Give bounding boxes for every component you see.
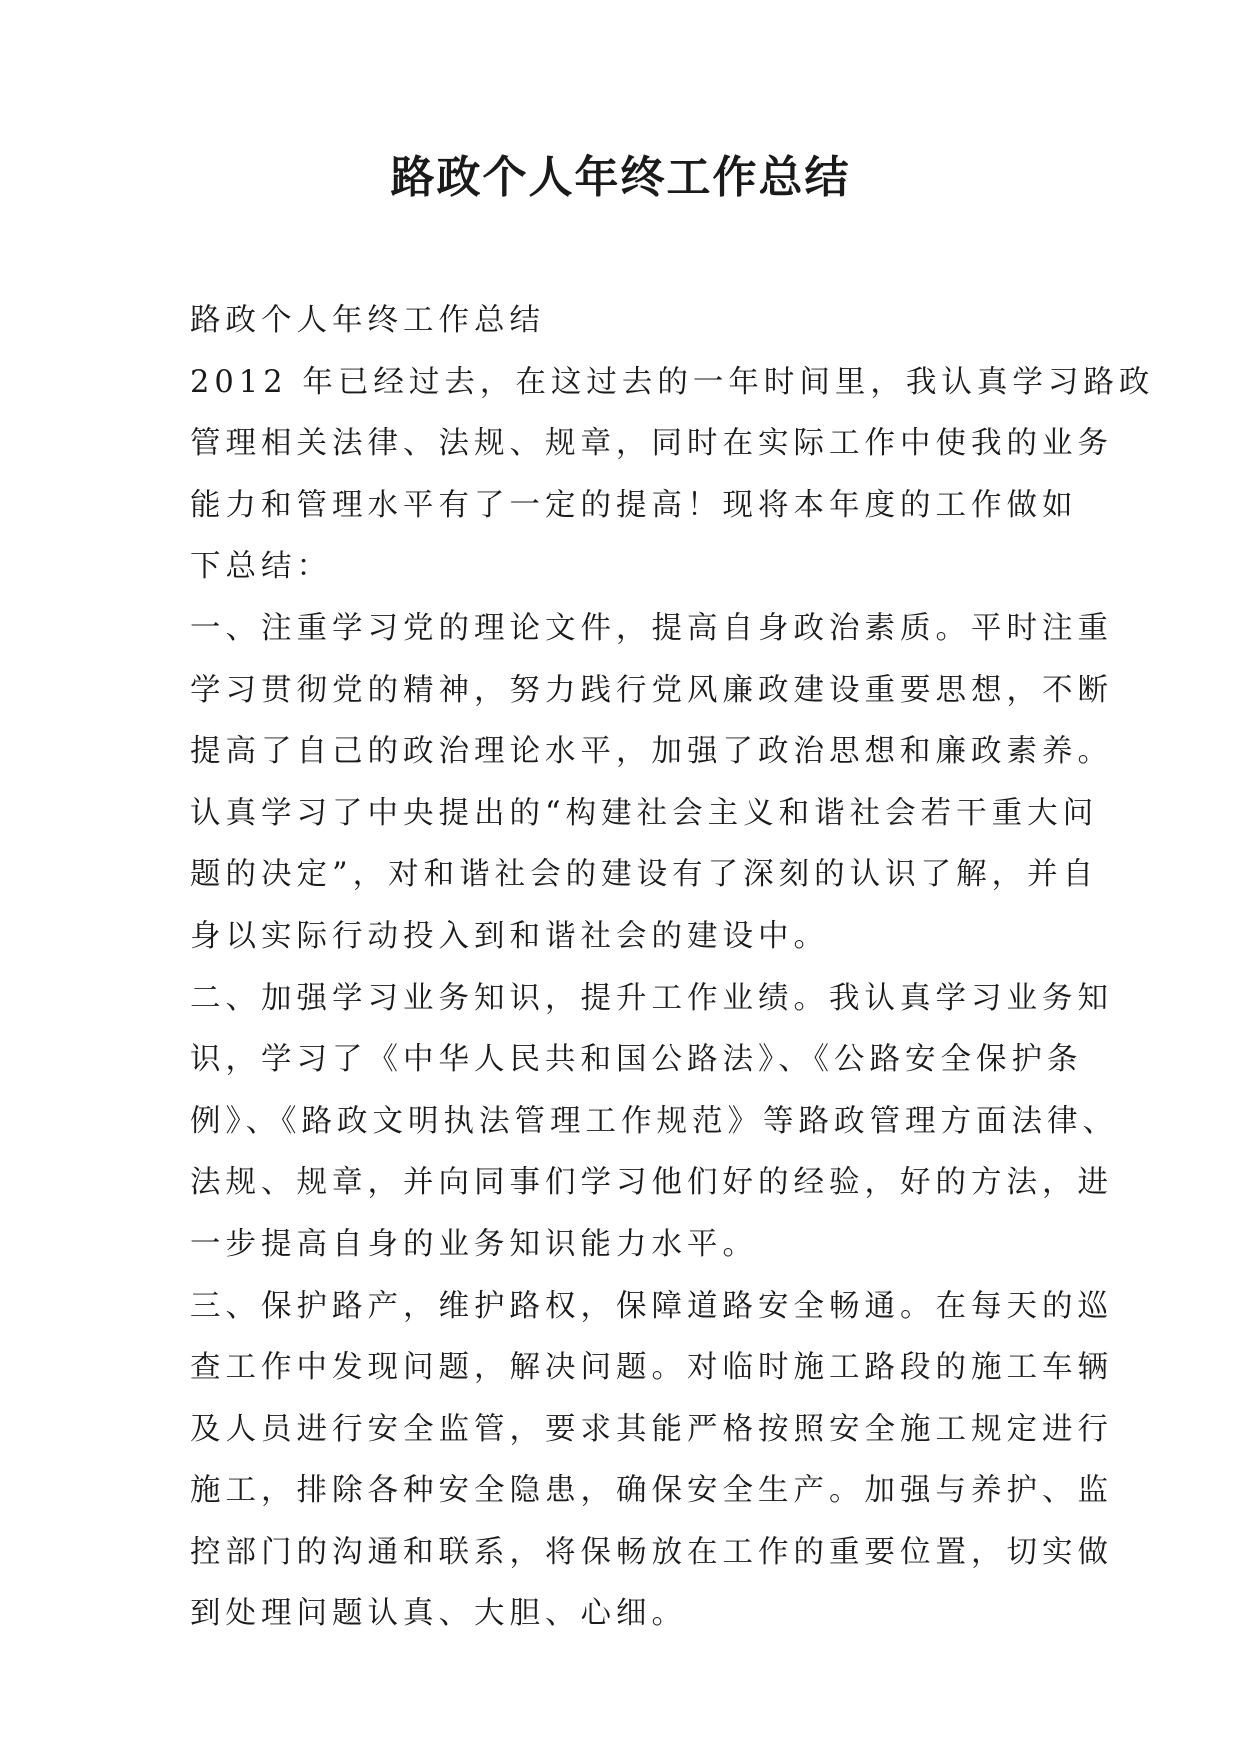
document-body — [190, 290, 1155, 1645]
body-line: 2012 年已经过去，在这过去的一年时间里，我认真学习路政 — [190, 364, 1155, 400]
body-line: 查工作中发现问题，解决问题。对临时施工路段的施工车辆 — [190, 1350, 1113, 1386]
body-line: 学习贯彻党的精神，努力践行党风廉政建设重要思想，不断 — [190, 672, 1113, 708]
body-line: 三、保护路产，维护路权，保障道路安全畅通。在每天的巡 — [190, 1288, 1113, 1324]
body-line: 题的决定”，对和谐社会的建设有了深刻的认识了解，并自 — [190, 857, 1099, 893]
body-line: 二、加强学习业务知识，提升工作业绩。我认真学习业务知 — [190, 980, 1113, 1016]
body-line: 能力和管理水平有了一定的提高！现将本年度的工作做如 — [190, 487, 1078, 523]
body-line: 法规、规章，并向同事们学习他们好的经验，好的方法，进 — [190, 1165, 1113, 1201]
body-line: 下总结： — [190, 549, 332, 585]
body-line: 提高了自己的政治理论水平，加强了政治思想和廉政素养。 — [190, 734, 1113, 770]
body-line: 到处理问题认真、大胆、心细。 — [190, 1596, 687, 1632]
body-line: 身以实际行动投入到和谐社会的建设中。 — [190, 918, 829, 954]
document-title: 路政个人年终工作总结 — [390, 152, 851, 203]
body-line: 路政个人年终工作总结 — [190, 303, 545, 338]
body-line: 及人员进行安全监管，要求其能严格按照安全施工规定进行 — [190, 1411, 1113, 1447]
body-line: 一、注重学习党的理论文件，提高自身政治素质。平时注重 — [190, 610, 1113, 646]
body-line: 例》、《路政文明执法管理工作规范》等路政管理方面法律、 — [190, 1103, 1118, 1139]
body-line: 识，学习了《中华人民共和国公路法》、《公路安全保护条 — [190, 1042, 1083, 1078]
body-line: 一步提高自身的业务知识能力水平。 — [190, 1226, 758, 1262]
body-line: 施工，排除各种安全隐患，确保安全生产。加强与养护、监 — [190, 1473, 1113, 1509]
body-line: 管理相关法律、法规、规章，同时在实际工作中使我的业务 — [190, 426, 1113, 462]
body-line: 认真学习了中央提出的“构建社会主义和谐社会若干重大问 — [190, 795, 1099, 831]
body-line: 控部门的沟通和联系，将保畅放在工作的重要位置，切实做 — [190, 1534, 1113, 1570]
